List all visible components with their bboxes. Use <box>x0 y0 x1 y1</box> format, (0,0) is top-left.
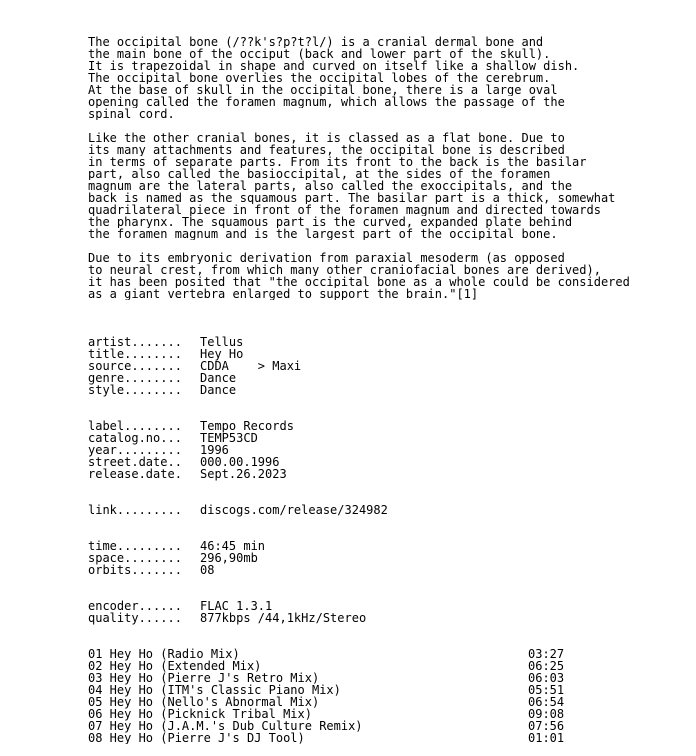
text-line: It is trapezoidal in shape and curved on itself like a shallow dish. <box>88 60 580 72</box>
style-value: Dance <box>200 383 237 397</box>
release-info <box>88 336 692 396</box>
description-paragraph-2 <box>88 132 692 240</box>
track-title: 01 Hey Ho (Radio Mix) <box>88 647 240 661</box>
track-title: 05 Hey Ho (Nello's Abnormal Mix) <box>88 695 320 709</box>
label-info <box>88 420 692 480</box>
nfo-document <box>88 36 692 744</box>
track-title: 06 Hey Ho (Picknick Tribal Mix) <box>88 707 312 721</box>
track-title: 04 Hey Ho (ITM's Classic Piano Mix) <box>88 683 341 697</box>
title-key: title........ <box>88 347 182 361</box>
orbits-value: 08 <box>200 563 215 577</box>
text-line: as a giant vertebra enlarged to support the brain."[1] <box>88 288 479 300</box>
link-key: link......... <box>88 503 182 517</box>
track-title: 07 Hey Ho (J.A.M.'s Dub Culture Remix) <box>88 719 363 733</box>
street-date-key: street.date.. <box>88 455 182 469</box>
release-date-value: Sept.26.2023 <box>200 467 287 481</box>
spacer <box>88 120 692 132</box>
text-line: At the base of skull in the occipital bone, there is a large oval <box>88 84 558 96</box>
release-date-key: release.date. <box>88 467 182 481</box>
spacer <box>88 300 692 336</box>
genre-value: Dance <box>200 371 237 385</box>
text-line: the pharynx. The squamous part is the curved, expanded plate behind <box>88 216 573 228</box>
track-time: 05:51 <box>528 683 565 697</box>
artist-value: Tellus <box>200 335 244 349</box>
track-time: 06:25 <box>528 659 565 673</box>
source-key: source....... <box>88 359 182 373</box>
time-key: time......... <box>88 539 182 553</box>
track-time: 01:01 <box>528 731 565 744</box>
encoding-info <box>88 600 692 624</box>
label-value: Tempo Records <box>200 419 294 433</box>
spacer <box>88 576 692 600</box>
spacer <box>88 240 692 252</box>
track-title: 08 Hey Ho (Pierre J's DJ Tool) <box>88 731 305 744</box>
orbits-key: orbits....... <box>88 563 182 577</box>
spacer <box>88 516 692 540</box>
text-line: The occipital bone (/??k's?p?t?l/) is a cranial dermal bone and <box>88 36 544 48</box>
text-line: quadrilateral piece in front of the foramen magnum and directed towards <box>88 204 601 216</box>
text-line: the main bone of the occiput (back and lower part of the skull). <box>88 48 551 60</box>
tracklist <box>88 648 692 744</box>
text-line: Like the other cranial bones, it is classed as a flat bone. Due to <box>88 132 565 144</box>
catalog-key: catalog.no... <box>88 431 182 445</box>
label-key: label........ <box>88 419 182 433</box>
track-time: 09:08 <box>528 707 565 721</box>
stats-info <box>88 540 692 576</box>
text-line: The occipital bone overlies the occipital lobes of the cerebrum. <box>88 72 551 84</box>
quality-key: quality...... <box>88 611 182 625</box>
year-value: 1996 <box>200 443 229 457</box>
style-row <box>88 384 692 396</box>
track-title: 02 Hey Ho (Extended Mix) <box>88 659 262 673</box>
spacer <box>88 480 692 504</box>
spacer <box>88 396 692 420</box>
space-value: 296,90mb <box>200 551 258 565</box>
artist-key: artist....... <box>88 335 182 349</box>
track-row <box>88 732 692 744</box>
genre-key: genre........ <box>88 371 182 385</box>
encoder-value: FLAC 1.3.1 <box>200 599 273 613</box>
text-line: to neural crest, from which many other craniofacial bones are derived), <box>88 264 601 276</box>
text-line: spinal cord. <box>88 108 175 120</box>
style-key: style........ <box>88 383 182 397</box>
source-value: CDDA > Maxi <box>200 359 302 373</box>
track-time: 06:03 <box>528 671 565 685</box>
time-value: 46:45 min <box>200 539 266 553</box>
track-time: 03:27 <box>528 647 565 661</box>
link-row <box>88 504 692 516</box>
spacer <box>88 624 692 648</box>
track-title: 03 Hey Ho (Pierre J's Retro Mix) <box>88 671 320 685</box>
release-link[interactable]: discogs.com/release/324982 <box>200 503 388 517</box>
text-line: part, also called the basioccipital, at the sides of the foramen <box>88 168 551 180</box>
year-key: year......... <box>88 443 182 457</box>
text-line: back is named as the squamous part. The basilar part is a thick, somewhat <box>88 192 616 204</box>
title-value: Hey Ho <box>200 347 244 361</box>
street-date-value: 000.00.1996 <box>200 455 280 469</box>
text-line: Due to its embryonic derivation from paraxial mesoderm (as opposed <box>88 252 565 264</box>
text-line: opening called the foramen magnum, which allows the passage of the <box>88 96 565 108</box>
catalog-value: TEMP53CD <box>200 431 258 445</box>
text-line: magnum are the lateral parts, also called the exoccipitals, and the <box>88 180 573 192</box>
text-line: it has been posited that "the occipital bone as a whole could be considered <box>88 276 630 288</box>
track-time: 06:54 <box>528 695 565 709</box>
quality-value: 877kbps /44,1kHz/Stereo <box>200 611 367 625</box>
release-date-row <box>88 468 692 480</box>
text-line: the foramen magnum and is the largest part of the occipital bone. <box>88 228 558 240</box>
encoder-key: encoder...... <box>88 599 182 613</box>
orbits-row <box>88 564 692 576</box>
text-line: in terms of separate parts. From its front to the back is the basilar <box>88 156 587 168</box>
text-line: its many attachments and features, the occipital bone is described <box>88 144 565 156</box>
space-key: space........ <box>88 551 182 565</box>
description-paragraph-1 <box>88 36 692 120</box>
quality-row <box>88 612 692 624</box>
track-time: 07:56 <box>528 719 565 733</box>
description-paragraph-3 <box>88 252 692 300</box>
